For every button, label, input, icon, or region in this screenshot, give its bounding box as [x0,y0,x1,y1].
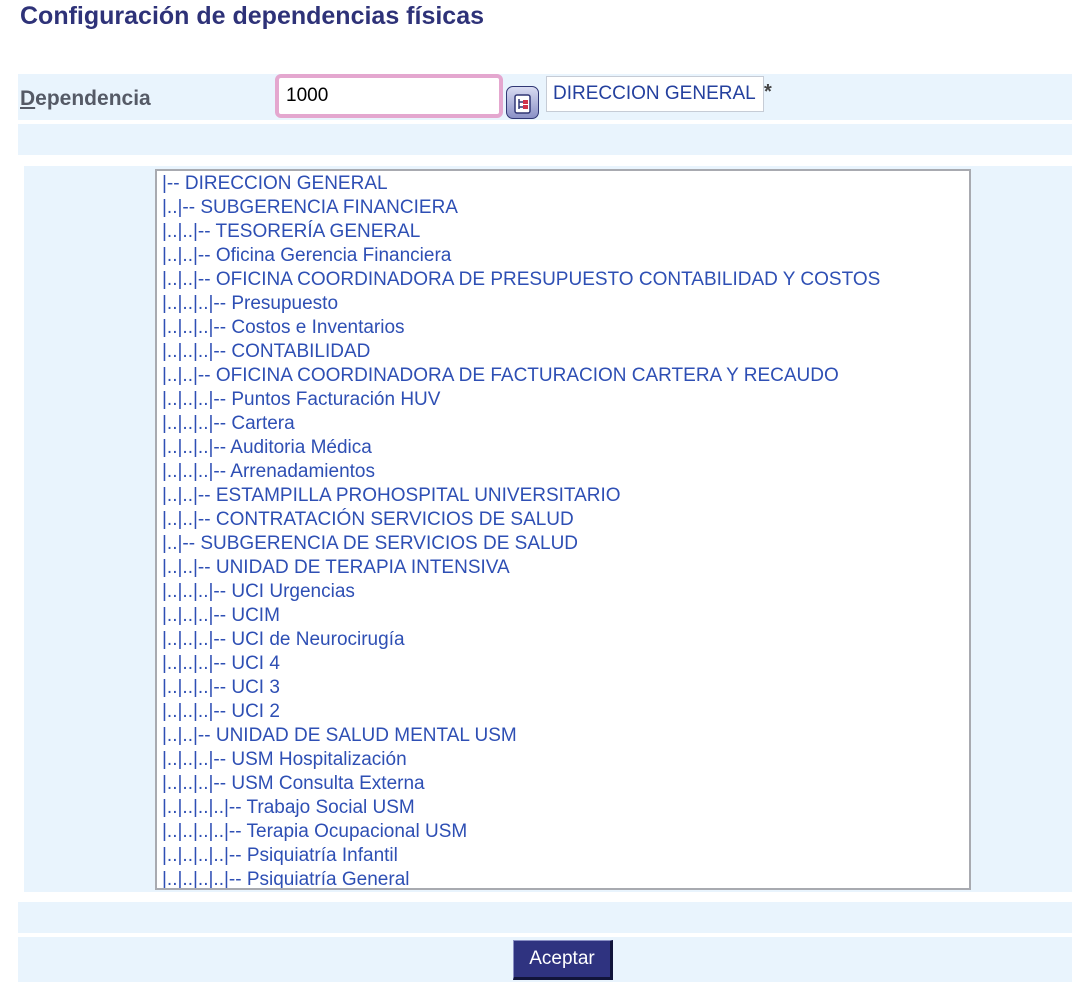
tree-list-item[interactable]: |..|..|-- ESTAMPILLA PROHOSPITAL UNIVERSITARIO [162,485,621,506]
tree-list-item[interactable]: |..|..|-- OFICINA COORDINADORA DE PRESUPUESTO CONTABILIDAD Y COSTOS [162,269,881,290]
tree-list-item[interactable]: |..|..|..|-- USM Hospitalización [162,749,407,770]
tree-list-item[interactable]: |..|..|..|-- USM Consulta Externa [162,773,425,794]
dependencia-name-field: DIRECCION GENERAL [546,76,764,112]
tree-list-item[interactable]: |..|..|..|-- UCI 3 [162,677,280,698]
tree-list-item[interactable]: |..|..|..|..|-- Psiquiatría Infantil [162,845,398,866]
tree-list-item[interactable]: |..|..|-- OFICINA COORDINADORA DE FACTURACION CARTERA Y RECAUDO [162,365,839,386]
tree-list-item[interactable]: |..|..|..|-- Cartera [162,413,295,434]
tree-search-icon [512,92,534,116]
spacer-row-bottom [18,902,1072,933]
tree-list-item[interactable]: |..|..|..|-- UCI 2 [162,701,280,722]
tree-list-item[interactable]: |..|..|..|-- Presupuesto [162,293,339,314]
page-title: Configuración de dependencias físicas [20,2,485,30]
dependencia-label [20,86,151,112]
tree-list-item[interactable]: |..|..|..|-- UCI de Neurocirugía [162,629,405,650]
tree-list-item[interactable]: |..|..|..|-- UCIM [162,605,280,626]
dependencia-accesskey: D [20,87,36,110]
tree-list-item[interactable]: |..|..|..|-- Arrenadamientos [162,461,375,482]
tree-list-item[interactable]: |..|-- SUBGERENCIA DE SERVICIOS DE SALUD [162,533,579,554]
tree-list-item[interactable]: |..|..|..|-- Auditoria Médica [162,437,372,458]
tree-list-item[interactable]: |..|..|..|-- UCI Urgencias [162,581,355,602]
tree-list-item[interactable]: |..|..|..|..|-- Psiquiatría General [162,869,410,890]
tree-list-item[interactable]: |..|..|-- UNIDAD DE SALUD MENTAL USM [162,725,517,746]
dependencia-row [18,74,1072,120]
required-marker: * [764,81,772,103]
tree-list-item[interactable]: |..|..|..|-- CONTABILIDAD [162,341,371,362]
tree-list-item[interactable]: |..|..|..|..|-- Trabajo Social USM [162,797,415,818]
tree-list-item[interactable]: |..|..|..|-- Puntos Facturación HUV [162,389,441,410]
tree-list-item[interactable]: |-- DIRECCION GENERAL [162,173,388,194]
tree-list-item[interactable]: |..|..|-- Oficina Gerencia Financiera [162,245,452,266]
tree-list-item[interactable]: |..|..|-- UNIDAD DE TERAPIA INTENSIVA [162,557,510,578]
dependency-tree-list[interactable] [155,169,971,890]
tree-list-item[interactable]: |..|..|-- CONTRATACIÓN SERVICIOS DE SALUD [162,509,574,530]
lookup-button[interactable] [506,86,539,119]
dependencia-label-rest: ependencia [35,87,151,110]
dependencia-code-input[interactable] [275,74,503,118]
tree-list-item[interactable]: |..|..|-- TESORERÍA GENERAL [162,221,421,242]
tree-list-item[interactable]: |..|..|..|-- UCI 4 [162,653,280,674]
accept-button[interactable]: Aceptar [513,940,613,980]
spacer-row [18,124,1072,155]
tree-list-item[interactable]: |..|-- SUBGERENCIA FINANCIERA [162,197,458,218]
tree-list-item[interactable]: |..|..|..|-- Costos e Inventarios [162,317,405,338]
tree-list-item[interactable]: |..|..|..|..|-- Terapia Ocupacional USM [162,821,468,842]
